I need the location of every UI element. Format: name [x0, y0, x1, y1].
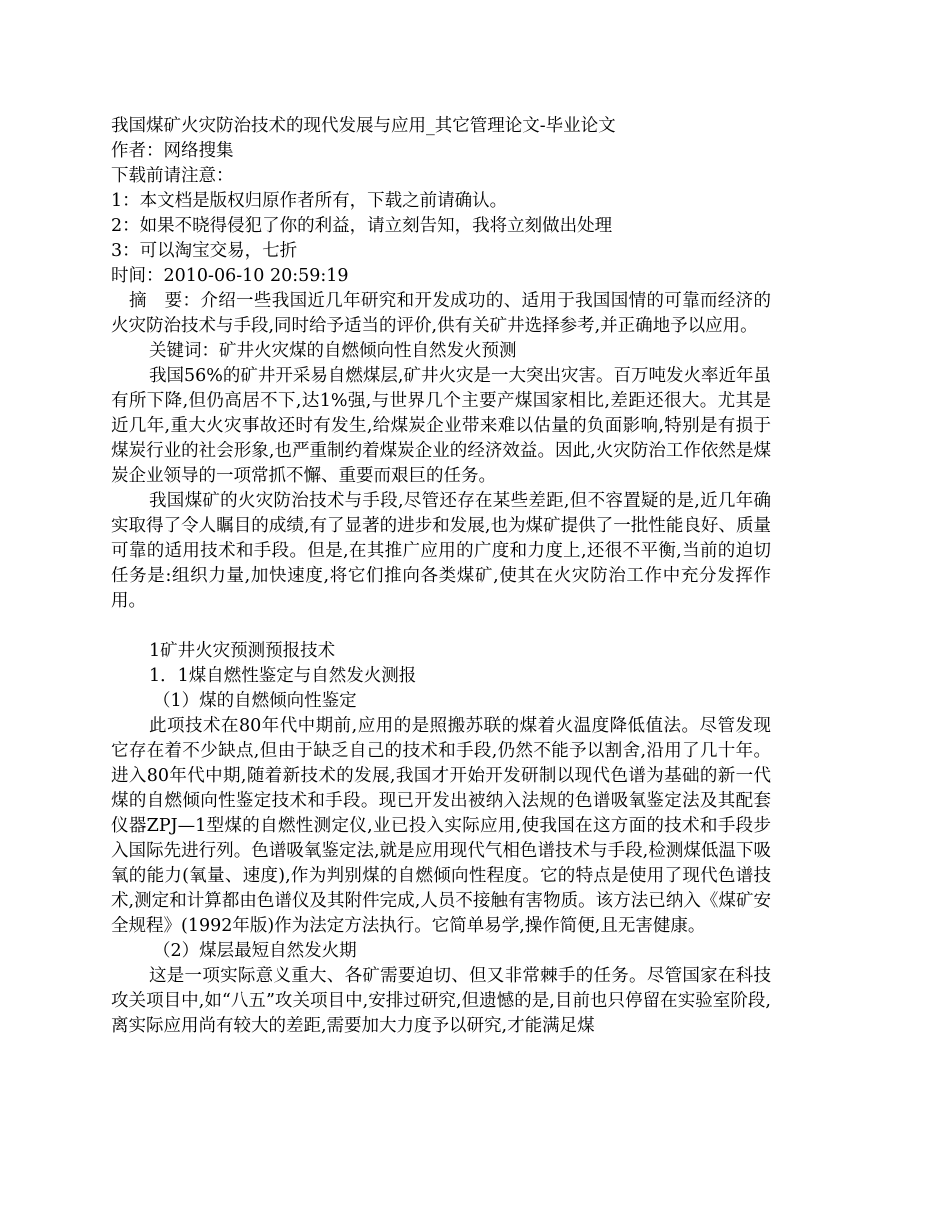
document-title: 我国煤矿火灾防治技术的现代发展与应用_其它管理论文-毕业论文	[111, 116, 616, 136]
notice-heading: 下载前请注意：	[111, 166, 234, 186]
body-paragraph: 我国煤矿的火灾防治技术与手段,尽管还存在某些差距,但不容置疑的是,近几年确实取得了令人瞩目的成绩,有了显著的进步和发展,也为煤矿提供了一批性能良好、质量可靠的适用技术和手段。但是,在其推广应用的广度和力度上,还很不平衡,当前的迫切任务是:组织力量,加快速度,将它们推向各类煤矿,使其在火灾防治工作中充分发挥作用。	[111, 491, 771, 611]
item-heading: （2）煤层最短自然发火期	[153, 941, 357, 961]
body-paragraph: 此项技术在80年代中期前,应用的是照搬苏联的煤着火温度降低值法。尽管发现它存在着不少缺点,但由于缺乏自己的技术和手段,仍然不能予以割舍,沿用了几十年。进入80年代中期,随着新技术的发展,我国才开始开发研制以现代色谱为基础的新一代煤的自燃倾向性鉴定技术和手段。现已开发出被纳入法规的色谱吸氧鉴定法及其配套仪器ZPJ—1型煤的自燃性测定仪,业已投入实际应用,使我国在这方面的技术和手段步入国际先进行列。色谱吸氧鉴定法,就是应用现代气相色谱技术与手段,检测煤低温下吸氧的能力(氧量、速度),作为判别煤的自燃倾向性程度。它的特点是使用了现代色谱技术,测定和计算都由色谱仪及其附件完成,人员不接触有害物质。该方法已纳入《煤矿安全规程》(1992年版)作为法定方法执行。它简单易学,操作简便,且无害健康。	[111, 716, 771, 936]
notice-item: 2：如果不晓得侵犯了你的利益，请立刻告知，我将立刻做出处理	[111, 216, 613, 236]
body-paragraph: 我国56%的矿井开采易自燃煤层,矿井火灾是一大突出灾害。百万吨发火率近年虽有所下降,但仍高居不下,达1%强,与世界几个主要产煤国家相比,差距还很大。尤其是近几年,重大火灾事故还时有发生,给煤炭企业带来难以估量的负面影响,特别是有损于煤炭行业的社会形象,也严重制约着煤炭企业的经济效益。因此,火灾防治工作依然是煤炭企业领导的一项常抓不懈、重要而艰巨的任务。	[111, 366, 771, 486]
blank-line	[111, 614, 771, 639]
time-line: 时间：2010-06-10 20:59:19	[111, 266, 349, 286]
item-heading: （1）煤的自燃倾向性鉴定	[153, 691, 357, 711]
subsection-heading: 1．1煤自燃性鉴定与自然发火测报	[149, 666, 417, 686]
document-body	[111, 114, 771, 1039]
notice-item: 3：可以淘宝交易，七折	[111, 241, 298, 261]
abstract-paragraph: 摘 要：介绍一些我国近几年研究和开发成功的、适用于我国国情的可靠而经济的火灾防治技术与手段,同时给予适当的评价,供有关矿井选择参考,并正确地予以应用。	[111, 291, 771, 336]
notice-item: 1：本文档是版权归原作者所有，下载之前请确认。	[111, 191, 508, 211]
author-line: 作者：网络搜集	[111, 141, 234, 161]
section-heading: 1矿井火灾预测预报技术	[149, 641, 336, 661]
keywords-line: 关键词：矿井火灾煤的自燃倾向性自然发火预测	[149, 341, 517, 361]
body-paragraph: 这是一项实际意义重大、各矿需要迫切、但又非常棘手的任务。尽管国家在科技攻关项目中,如“八五”攻关项目中,安排过研究,但遗憾的是,目前也只停留在实验室阶段,离实际应用尚有较大的差距,需要加大力度予以研究,才能满足煤	[111, 966, 771, 1036]
